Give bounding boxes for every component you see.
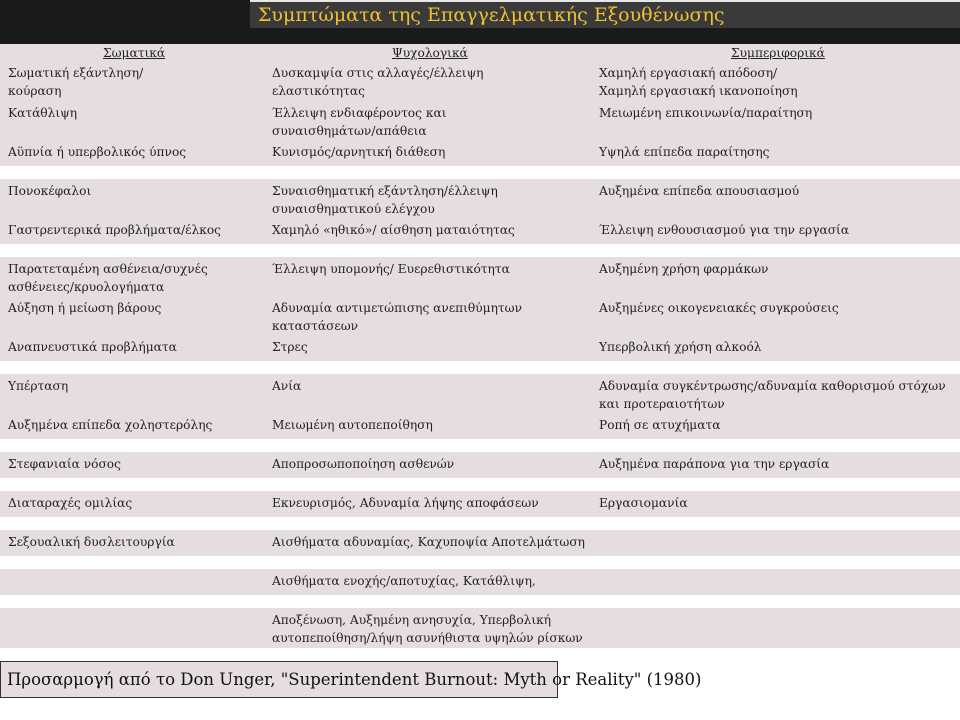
header-psychological: Ψυχολογικά — [392, 46, 468, 60]
cell-behavioral: Εργασιομανία — [599, 496, 688, 510]
cell-behavioral: Έλλειψη ενθουσιασμού για την εργασία — [599, 223, 850, 237]
cell-physical: Κατάθλιψη — [8, 106, 78, 120]
header-behavioral: Συμπεριφορικά — [731, 46, 825, 60]
source-footer — [0, 661, 702, 698]
cell-psychological: Μειωμένη αυτοπεποίθηση — [272, 418, 433, 432]
cell-behavioral: Αυξημένα επίπεδα απουσιασμού — [599, 184, 800, 198]
cell-behavioral: Αδυναμία συγκέντρωσης/αδυναμία καθορισμού στόχων και προτεραιοτήτων — [599, 379, 946, 411]
cell-behavioral: Χαμηλή εργασιακή απόδοση/ Χαμηλή εργασιακή ικανοποίηση — [599, 66, 798, 98]
cell-physical: Σεξουαλική δυσλειτουργία — [8, 535, 175, 549]
cell-psychological: Δυσκαμψία στις αλλαγές/έλλειψη ελαστικότητας — [272, 66, 484, 98]
cell-psychological: Αισθήματα ενοχής/αποτυχίας, Κατάθλιψη, — [272, 574, 536, 588]
cell-behavioral: Υπερβολική χρήση αλκοόλ — [599, 340, 762, 354]
cell-physical: Αϋπνία ή υπερβολικός ύπνος — [8, 145, 187, 159]
cell-physical: Υπέρταση — [8, 379, 69, 393]
cell-behavioral: Αυξημένες οικογενειακές συγκρούσεις — [599, 301, 839, 315]
source-citation: Προσαρμογή από το Don Unger, "Superintendent Burnout: Myth or Reality" (1980) — [7, 670, 702, 689]
cell-physical: Σωματική εξάντληση/ κούραση — [8, 66, 144, 98]
cell-psychological: Αποπροσωποποίηση ασθενών — [272, 457, 455, 471]
cell-physical: Διαταραχές ομιλίας — [8, 496, 133, 510]
header-physical: Σωματικά — [103, 46, 166, 60]
cell-psychological: Εκνευρισμός, Αδυναμία λήψης αποφάσεων — [272, 496, 539, 510]
cell-psychological: Κυνισμός/αρνητική διάθεση — [272, 145, 446, 159]
cell-behavioral: Μειωμένη επικοινωνία/παραίτηση — [599, 106, 813, 120]
cell-behavioral: Αυξημένα παράπονα για την εργασία — [599, 457, 830, 471]
cell-psychological: Έλλειψη υπομονής/ Ευερεθιστικότητα — [272, 262, 510, 276]
cell-behavioral: Ροπή σε ατυχήματα — [599, 418, 721, 432]
cell-physical: Στεφανιαία νόσος — [8, 457, 121, 471]
cell-physical: Γαστρεντερικά προβλήματα/έλκος — [8, 223, 221, 237]
cell-physical: Παρατεταμένη ασθένεια/συχνές ασθένειες/κρυολογήματα — [8, 262, 208, 294]
cell-psychological: Συναισθηματική εξάντληση/έλλειψη συναισθηματικού ελέγχου — [272, 184, 498, 216]
cell-behavioral: Υψηλά επίπεδα παραίτησης — [599, 145, 770, 159]
cell-physical: Πονοκέφαλοι — [8, 184, 92, 198]
cell-behavioral: Αυξημένη χρήση φαρμάκων — [599, 262, 769, 276]
cell-physical: Αναπνευστικά προβλήματα — [8, 340, 177, 354]
cell-physical: Αυξημένα επίπεδα χοληστερόλης — [8, 418, 213, 432]
cell-physical: Αύξηση ή μείωση βάρους — [8, 301, 162, 315]
cell-psychological: Έλλειψη ενδιαφέροντος και συναισθημάτων/απάθεια — [272, 106, 447, 138]
page-title: Συμπτώματα της Επαγγελματικής Εξουθένωσης — [258, 4, 725, 26]
cell-psychological: Χαμηλό «ηθικό»/ αίσθηση ματαιότητας — [272, 223, 515, 237]
cell-psychological: Στρες — [272, 340, 308, 354]
cell-psychological: Αποξένωση, Αυξημένη ανησυχία, Υπερβολική αυτοπεποίθηση/λήψη ασυνήθιστα υψηλών ρίσκων — [272, 613, 583, 645]
cell-psychological: Ανία — [272, 379, 302, 393]
title-box — [250, 0, 960, 28]
cell-psychological: Αισθήματα αδυναμίας, Καχυποψία Αποτελμάτωση — [272, 535, 585, 549]
cell-psychological: Αδυναμία αντιμετώπισης ανεπιθύμητων καταστάσεων — [272, 301, 522, 333]
